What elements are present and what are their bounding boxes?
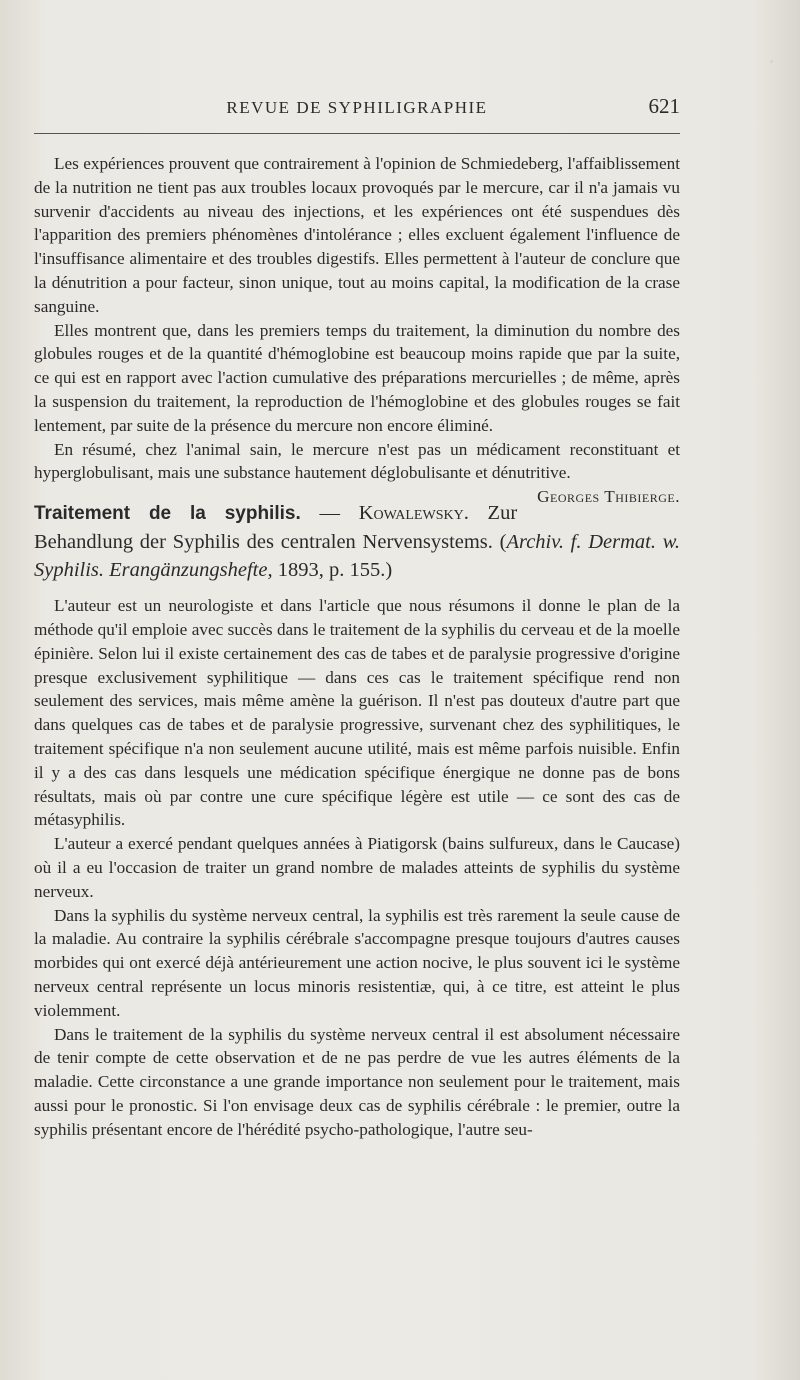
paragraph: Les expériences prouvent que contrairement à l'opinion de Schmiedeberg, l'affaiblissement de la nutrition ne tient pas aux troubles locaux provoqués par le mercure, car il n'a jamais vu survenir d'accidents au niveau des injections, et les expériences ont été suspendues dès l'apparition des premiers phénomènes d'intolérance ; elles excluent également l'influence de l'insuffisance alimentaire et des troubles digestifs. Elles permettent à l'auteur de conclure que la dénutrition a pour facteur, sinon unique, tout au moins capital, la modification de la crase sanguine. [34,154,680,316]
paper-spot [770,60,773,63]
paragraph: L'auteur est un neurologiste et dans l'article que nous résumons il donne le plan de la méthode qu'il emploie avec succès dans le traitement de la syphilis du cerveau et de la moelle épinière. Selon lui il existe certainement des cas de tabes et de paralysie progressive d'origine presque exclusivement syphilitique — dans ces cas le traitement spécifique rend non seulement des services, mais même amène la guérison. Il n'est pas douteux d'autre part que dans quelques cas de tabes et de paralysie progressive, survenant chez des syphilitiques, le traitement spécifique n'a non seulement aucune utilité, mais est même parfois nuisible. Enfin il y a des cas dans lesquels une médication spécifique énergique ne donne pas de bons résultats, mais où par contre une cure spécifique légère est utile — ce sont des cas de métasyphilis. [34,596,680,830]
author-signature: Georges Thibierge. [537,487,680,507]
heading-reference: 1893, p. 155.) [272,559,393,582]
page-number: 621 [648,94,680,118]
header-rule [34,133,680,134]
paragraph: Dans le traitement de la syphilis du système nerveux central il est absolument nécessaire de tenir compte de cette observation et de ne pas perdre de vue les autres éléments de la maladie. Cette circonstance a une grande importance non seulement pour le traitement, mais aussi pour le pronostic. Si l'on envisage deux cas de syphilis cérébrale : le premier, outre la syphilis présentant encore de l'hérédité psycho-pathologique, l'autre seu- [34,1024,680,1139]
running-head [34,94,680,128]
section-heading [34,499,680,584]
heading-title: Zur Behandlung der Syphilis des centralen Nervensystems. ( [34,502,518,554]
body-text [34,152,680,1141]
heading-topic: Traitement de la syphilis. [34,503,301,525]
paragraph-with-signature [34,438,680,507]
paragraph: L'auteur a exercé pendant quelques années à Piatigorsk (bains sulfureux, dans le Caucase) où il a eu l'occasion de traiter un grand nombre de malades atteints de syphilis du système nerveux. [34,834,680,901]
paragraph: Elles montrent que, dans les premiers temps du traitement, la diminution du nombre des globules rouges et de la quantité d'hémoglobine est beaucoup moins rapide que par la suite, ce qui est en rapport avec l'action cumulative des préparations mercurielles ; de même, après la suspension du traitement, la reproduction de l'hémoglobine et des globules rouges se fait lentement, par suite de la présence du mercure non encore éliminé. [34,320,680,435]
heading-journal: Archiv. f. Dermat. w. Syphilis. Erangänzungshefte, [34,531,680,582]
paragraph-text: En résumé, chez l'animal sain, le mercure n'est pas un médicament reconstituant et hyperglobulisant, mais une substance hautement déglobulisante et dénutritive. [34,439,680,483]
heading-author: Kowalewsky. [358,502,469,525]
heading-dash: — [300,502,359,525]
paragraph: Dans la syphilis du système nerveux central, la syphilis est très rarement la seule cause de la maladie. Au contraire la syphilis cérébrale s'accompagne presque toujours d'autres causes morbides qui ont exercé déjà antérieurement une action nocive, le plus souvent ici le système nerveux central représente un locus minoris resistentiæ, qui, à ce titre, est atteint le plus violemment. [34,905,680,1020]
running-title: REVUE DE SYPHILIGRAPHIE [226,98,488,117]
